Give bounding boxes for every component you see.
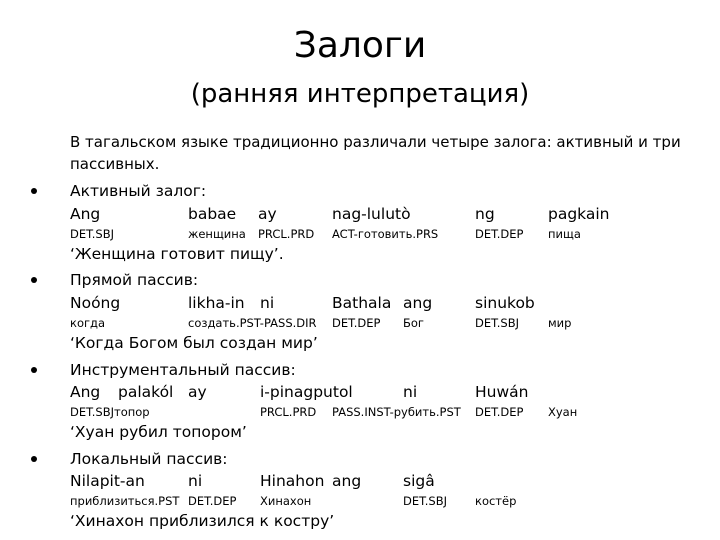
gloss: ACT-готовить.PRS bbox=[332, 227, 439, 241]
word: Ang bbox=[70, 205, 101, 223]
section-heading-active: Активный залог: bbox=[70, 182, 207, 200]
gloss: создать.PST-PASS.DIR bbox=[188, 316, 317, 330]
word: ay bbox=[258, 205, 277, 223]
gloss: Бог bbox=[403, 316, 424, 330]
word: babae bbox=[188, 205, 237, 223]
bullet-icon bbox=[31, 456, 37, 462]
slide-subtitle: (ранняя интерпретация) bbox=[190, 79, 530, 109]
translation: ‘Когда Богом был создан мир’ bbox=[70, 334, 318, 352]
gloss: приблизиться.PST bbox=[70, 494, 180, 508]
translation: ‘Женщина готовит пищу’. bbox=[70, 245, 284, 263]
gloss: DET.SBJ bbox=[475, 316, 520, 330]
gloss: пища bbox=[548, 227, 581, 241]
word: Nilapit-an bbox=[70, 472, 145, 490]
gloss: DET.DEP bbox=[475, 405, 524, 419]
bullet-icon bbox=[31, 277, 37, 283]
gloss: мир bbox=[548, 316, 572, 330]
word: ang bbox=[403, 294, 433, 312]
gloss: DET.SBJ bbox=[70, 227, 115, 241]
gloss: Хуан bbox=[548, 405, 578, 419]
word: palakól bbox=[118, 383, 174, 401]
word: sigâ bbox=[403, 472, 435, 490]
gloss: костёр bbox=[475, 494, 517, 508]
word: i-pinagputol bbox=[260, 383, 353, 401]
gloss: PRCL.PRD bbox=[258, 227, 315, 241]
bullet-icon bbox=[31, 367, 37, 373]
gloss: PRCL.PRD bbox=[260, 405, 317, 419]
word: pagkain bbox=[548, 205, 610, 223]
bullet-icon bbox=[31, 188, 37, 194]
word: ng bbox=[475, 205, 495, 223]
word: ang bbox=[332, 472, 362, 490]
intro-line-2: пассивных. bbox=[70, 155, 160, 173]
gloss: PASS.INST-рубить.PST bbox=[332, 405, 461, 419]
word: Bathala bbox=[332, 294, 392, 312]
gloss: DET.DEP bbox=[332, 316, 381, 330]
gloss: женщина bbox=[188, 227, 246, 241]
gloss: DET.SBJтопор bbox=[70, 405, 150, 419]
word: ni bbox=[260, 294, 275, 312]
gloss: DET.DEP bbox=[475, 227, 524, 241]
gloss: когда bbox=[70, 316, 106, 330]
section-heading-locative-passive: Локальный пассив: bbox=[70, 450, 228, 468]
word: ni bbox=[403, 383, 418, 401]
word: Huwán bbox=[475, 383, 529, 401]
section-heading-direct-passive: Прямой пассив: bbox=[70, 271, 199, 289]
translation: ‘Хинахон приблизился к костру’ bbox=[70, 512, 335, 530]
word: sinukob bbox=[475, 294, 535, 312]
gloss: Хинахон bbox=[260, 494, 312, 508]
intro-line-1: В тагальском языке традиционно различали четыре залога: активный и три bbox=[70, 133, 681, 151]
word: Ang bbox=[70, 383, 101, 401]
slide-title: Залоги bbox=[293, 25, 427, 66]
gloss: DET.SBJ bbox=[403, 494, 448, 508]
word: nag-lulutò bbox=[332, 205, 411, 223]
word: Hinahon bbox=[260, 472, 325, 490]
word: ni bbox=[188, 472, 203, 490]
word: Noóng bbox=[70, 294, 121, 312]
word: ay bbox=[188, 383, 207, 401]
section-heading-instrumental-passive: Инструментальный пассив: bbox=[70, 361, 296, 379]
translation: ‘Хуан рубил топором’ bbox=[70, 423, 247, 441]
gloss: DET.DEP bbox=[188, 494, 237, 508]
word: likha-in bbox=[188, 294, 245, 312]
